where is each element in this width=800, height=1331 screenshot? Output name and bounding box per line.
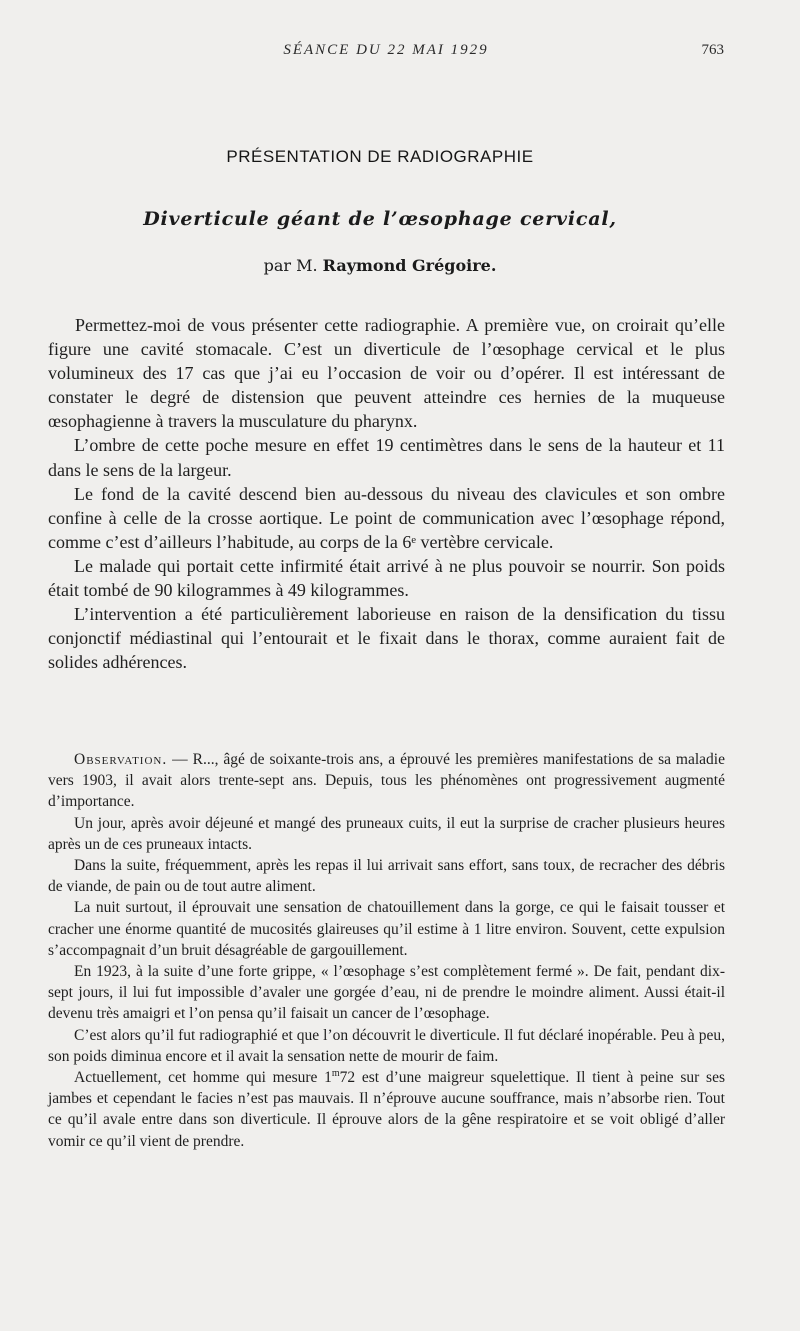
- observation-label: Observation.: [74, 751, 168, 768]
- observation-lead: — R..., âgé de soixante-trois ans, a éprouvé les premières manifestations de sa maladie vers 1903, il avait alors trente-sept ans. Depuis, tous les phénomènes ont progressivement augmenté d’importance.: [48, 751, 725, 811]
- page-header: [48, 42, 724, 64]
- observation-paragraph: La nuit surtout, il éprouvait une sensation de chatouillement dans la gorge, ce qui le faisait tousser et cracher une énorme quantité de mucosités glaireuses qu’il estime à 1 litre environ. Souvent, cette expulsion s’accompagnait d’un bruit désagréable de gargouillement.: [48, 899, 725, 959]
- byline: [0, 256, 760, 275]
- observation-paragraph: Dans la suite, fréquemment, après les repas il lui arrivait sans effort, sans toux, de recracher des débris de viande, de pain ou de tout autre aliment.: [48, 857, 725, 896]
- paragraph: Le malade qui portait cette infirmité était arrivé à ne plus pouvoir se nourrir. Son poids était tombé de 90 kilogrammes à 49 kilogrammes.: [48, 555, 725, 601]
- paragraph: Le fond de la cavité descend bien au-dessous du niveau des clavicules et son ombre confine à celle de la crosse aortique. Le point de communication avec l’œsophage répond, comme c’est d’ailleurs l’habitude, au corps de la 6ᵉ vertèbre cervicale.: [48, 483, 725, 552]
- observation-paragraph: [48, 1067, 725, 1152]
- observation-paragraph: C’est alors qu’il fut radiographié et que l’on découvrit le diverticule. Il fut déclaré inopérable. Peu à peu, son poids diminua encore et il avait la sensation nette de mourir de faim.: [48, 1026, 725, 1065]
- main-text: [48, 313, 725, 674]
- observation-paragraph: En 1923, à la suite d’une forte grippe, « l’œsophage s’est complètement fermé ». De fait, pendant dix-sept jours, il lui fut impossible d’avaler une gorgée d’eau, ni de prendre le moindre aliment. Aussi était-il devenu très amaigri et l’on pensa qu’il faisait un cancer de l’œsophage.: [48, 963, 725, 1023]
- page-number: 763: [701, 42, 724, 58]
- observation-text: 72 est d’une maigreur squelettique. Il tient à peine sur ses jambes et cependant le facies n’est pas mauvais. Il n’éprouve aucune souffrance, mais n’absorbe rien. Tout ce qu’il avale entre dans son diverticule. Il éprouve alors de la gêne respiratoire et se voit obligé d’aller vomir ce qu’il vient de prendre.: [48, 1069, 725, 1150]
- observation-paragraph: Un jour, après avoir déjeuné et mangé des pruneaux cuits, il eut la surprise de cracher plusieurs heures après un de ces pruneaux intacts.: [48, 814, 725, 853]
- section-title: PRÉSENTATION DE RADIOGRAPHIE: [226, 147, 534, 166]
- observation-paragraph: [48, 749, 725, 813]
- article-title: Diverticule géant de l’œsophage cervical,: [143, 208, 617, 230]
- observation-text: Actuellement, cet homme qui mesure 1: [74, 1069, 332, 1087]
- paragraph: L’intervention a été particulièrement laborieuse en raison de la densification du tissu conjonctif médiastinal qui l’entourait et le fixait dans le thorax, comme auraient fait de solides adhérences.: [48, 604, 725, 673]
- paragraph: L’ombre de cette poche mesure en effet 19 centimètres dans le sens de la hauteur et 11 dans le sens de la largeur.: [48, 435, 725, 480]
- running-head: SÉANCE DU 22 MAI 1929: [283, 42, 489, 58]
- paragraph: Permettez-moi de vous présenter cette radiographie. A première vue, on croirait qu’elle figure une cavité stomacale. C’est un diverticule de l’œsophage cervical et le plus volumineux des 17 cas que j’ai eu l’occasion de voir ou d’opérer. Il est intéressant de constater le degré de distension que peuvent atteindre ces hernies de la muqueuse œsophagienne à travers la musculature du pharynx.: [48, 315, 725, 432]
- observation-section: [48, 749, 725, 1152]
- byline-prefix: par M.: [263, 256, 318, 275]
- superscript-unit: m: [331, 1067, 340, 1079]
- author-name: Raymond Grégoire.: [322, 256, 497, 275]
